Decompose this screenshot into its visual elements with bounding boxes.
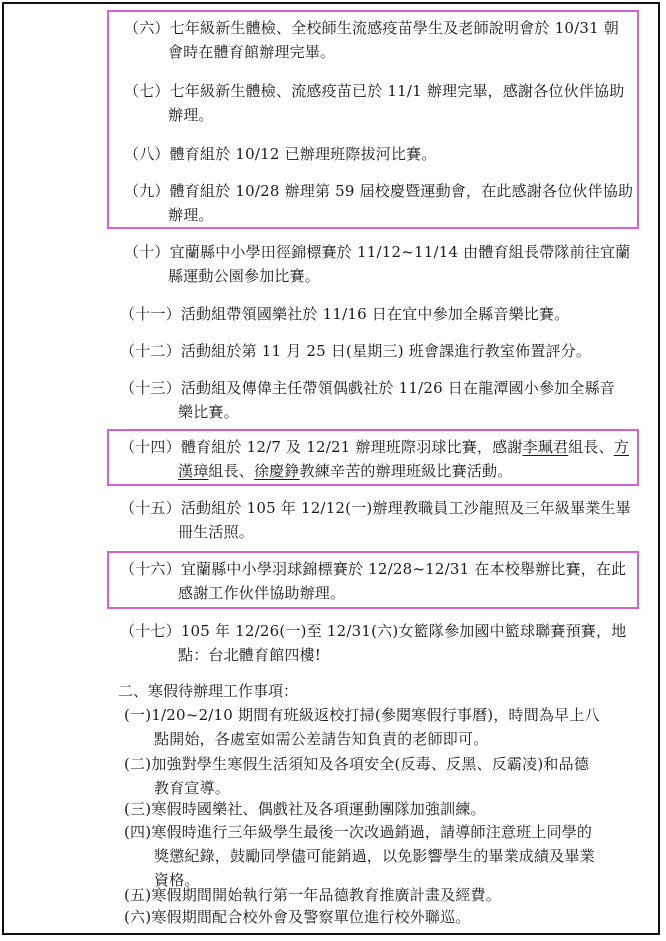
item-text-cont: 縣運動公園參加比賽。	[168, 267, 321, 285]
list-item	[124, 820, 595, 892]
item-text: 寒假期間配合校外會及警察單位進行校外聯巡。	[151, 908, 471, 926]
item-number: （八）	[124, 145, 170, 163]
item-number: （七）	[124, 82, 170, 100]
list-item	[120, 557, 626, 605]
item-text-cont: 點：台北體育館四樓!	[178, 646, 322, 664]
item-text-cont: 會時在體育館辦理完畢。	[168, 43, 336, 61]
item-number: (五)	[124, 886, 152, 904]
item-text-cont: 樂比賽。	[178, 403, 239, 421]
list-item	[124, 703, 600, 751]
item-text: 活動組於 105 年 12/12(一)辦理教職員工沙龍照及三年級畢業生畢	[180, 499, 631, 517]
list-item	[120, 435, 629, 483]
item-text: 活動組帶領國樂社於 11/16 日在宜中參加全縣音樂比賽。	[180, 305, 570, 323]
person-name: 徐慶錚	[254, 462, 300, 480]
item-text-cont: 獎懲紀錄，鼓勵同學儘可能銷過，以免影響學生的畢業成績及畢業	[154, 847, 595, 865]
item-text: 體育組於 10/12 已辦理班際拔河比賽。	[169, 145, 437, 163]
item-number: (一)	[124, 706, 152, 724]
list-item	[120, 619, 626, 667]
list-item	[120, 496, 631, 544]
list-item	[124, 142, 437, 166]
item-text: 宜蘭縣中小學羽球錦標賽於 12/28~12/31 在本校舉辦比賽，在此	[180, 560, 627, 578]
item-number: （十四）	[120, 438, 181, 456]
item-text: 組長、	[208, 462, 255, 480]
item-number: （十七）	[120, 622, 181, 640]
item-text: 活動組於第 11 月 25 日(星期三) 班會課進行教室佈置評分。	[180, 342, 592, 360]
item-number: （十五）	[120, 499, 181, 517]
item-text-cont: 辦理。	[168, 206, 214, 224]
item-number: （十二）	[120, 342, 181, 360]
item-text: 加強對學生寒假生活須知及各項安全(反毒、反黑、反霸凌)和品德	[151, 755, 590, 773]
item-text-cont: 感謝工作伙伴協助辦理。	[178, 584, 346, 602]
person-name: 漢璋	[178, 462, 209, 480]
item-text: 105 年 12/26(一)至 12/31(六)女籃隊參加國中籃球聯賽預賽，地	[180, 622, 627, 640]
item-text-cont: 資格。	[154, 871, 200, 889]
item-number: （十六）	[120, 560, 181, 578]
item-text-cont: 冊生活照。	[178, 523, 255, 541]
list-item	[124, 16, 619, 64]
item-number: (三)	[124, 800, 152, 818]
item-text: 教練辛苦的辦理班級比賽活動。	[299, 462, 513, 480]
list-item	[124, 752, 589, 800]
list-item	[124, 79, 624, 127]
item-text: 組長、	[568, 438, 614, 456]
person-name: 李珮君	[522, 438, 569, 456]
item-text: 七年級新生體檢、流感疫苗已於 11/1 辦理完畢，感謝各位伙伴協助	[169, 82, 625, 100]
item-text: 體育組於 10/28 辦理第 59 屆校慶暨運動會，在此感謝各位伙伴協助	[169, 182, 634, 200]
list-item	[124, 797, 486, 821]
item-number: （十三）	[120, 379, 181, 397]
list-item	[124, 883, 501, 907]
item-text: 七年級新生體檢、全校師生流感疫苗學生及老師說明會於 10/31 朝	[169, 19, 619, 37]
list-item	[120, 302, 569, 326]
item-text-cont: 教育宣導。	[154, 779, 231, 797]
item-number: （十）	[124, 243, 170, 261]
item-number: (六)	[124, 908, 152, 926]
item-text-cont: 點開始，各處室如需公差請告知負責的老師即可。	[154, 730, 489, 748]
item-text: 寒假時進行三年級學生最後一次改過銷過，請導師注意班上同學的	[151, 823, 593, 841]
item-text: 寒假時國樂社、偶戲社及各項運動團隊加強訓練。	[151, 800, 486, 818]
item-text: 體育組於 12/7 及 12/21 辦理班際羽球比賽，感謝	[180, 438, 523, 456]
item-number: （十一）	[120, 305, 181, 323]
list-item	[124, 179, 633, 227]
list-item	[120, 376, 615, 424]
item-text: 活動組及傳偉主任帶領偶戲社於 11/26 日在龍潭國小參加全縣音	[180, 379, 615, 397]
item-text-cont	[120, 459, 629, 483]
item-number: (四)	[124, 823, 152, 841]
item-number: （九）	[124, 182, 170, 200]
list-item	[124, 905, 471, 929]
item-text: 宜蘭縣中小學田徑錦標賽於 11/12~11/14 由體育組長帶隊前往宜蘭	[169, 243, 631, 261]
list-item	[120, 339, 591, 363]
section-heading: 二、寒假待辦理工作事項：	[118, 682, 299, 700]
item-number: （六）	[124, 19, 170, 37]
item-text: 1/20~2/10 期間有班級返校打掃(參閱寒假行事曆)，時間為早上八	[151, 706, 600, 724]
item-text: 寒假期間開始執行第一年品德教育推廣計畫及經費。	[151, 886, 501, 904]
item-text-cont: 辦理。	[168, 106, 214, 124]
item-number: (二)	[124, 755, 152, 773]
list-item	[124, 240, 630, 288]
person-name: 方	[613, 438, 630, 456]
